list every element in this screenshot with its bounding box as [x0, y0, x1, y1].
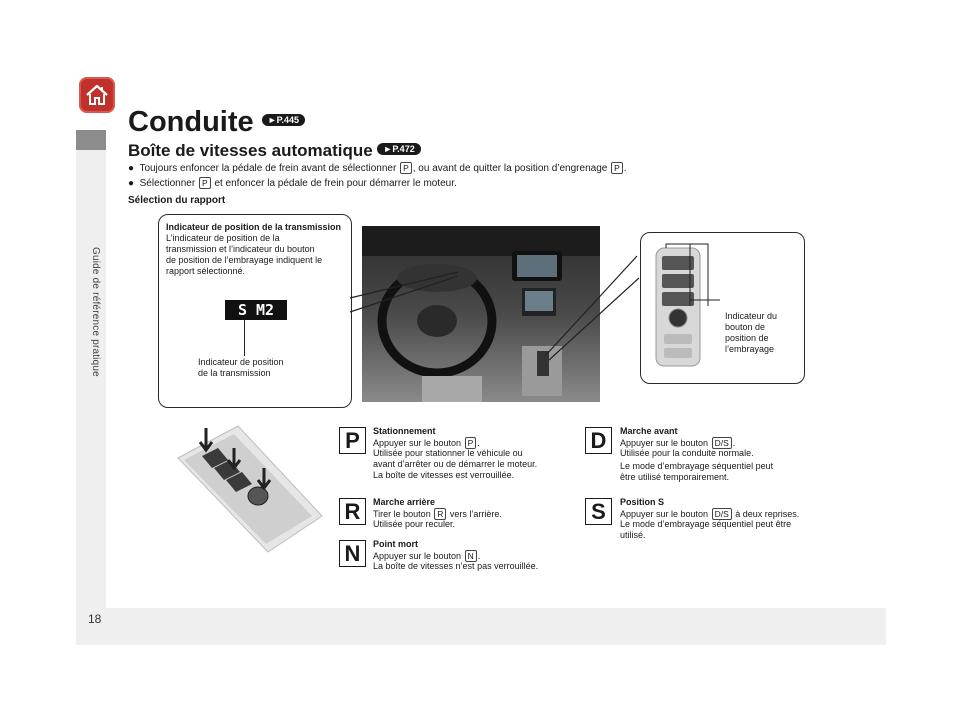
gear-text: Appuyer sur le bouton: [620, 509, 709, 519]
section-subtitle-text: Boîte de vitesses automatique: [128, 141, 373, 160]
key-symbol: P: [611, 162, 623, 174]
callout-connector-right: [535, 248, 645, 368]
page-title-text: Conduite: [128, 106, 254, 138]
callout-label: de la transmission: [198, 368, 271, 378]
gear-line: utilisé.: [620, 530, 646, 540]
bullet-text: Toujours enfoncer la pédale de frein avant de sélectionner: [139, 163, 397, 174]
bullet-text: et enfoncer la pédale de frein pour démarrer le moteur.: [214, 178, 457, 189]
callout-line: L’indicateur de position de la: [166, 233, 280, 243]
gear-title: Point mort: [373, 539, 418, 549]
bullet-item: [128, 177, 457, 189]
callout-title: Indicateur de position de la transmission: [166, 222, 342, 232]
sidebar-tab: [76, 130, 106, 150]
callout-label: l’embrayage: [725, 344, 775, 354]
gear-line: être utilisé temporairement.: [620, 472, 730, 482]
gear-line: La boîte de vitesses est verrouillée.: [373, 470, 515, 480]
bullet-text: .: [623, 163, 627, 174]
home-button[interactable]: [79, 77, 115, 113]
home-icon: [79, 77, 115, 113]
gear-text: à deux reprises.: [735, 509, 800, 519]
gear-line: avant d’arrêter ou de démarrer le moteur.: [373, 459, 538, 469]
gear-letter-r: R: [339, 498, 366, 525]
callout-label: Indicateur du: [725, 311, 778, 321]
key-symbol: D/S: [712, 437, 732, 449]
bullet-text: , ou avant de quitter la position d’engrenage: [412, 163, 608, 174]
title-page-ref-text: P.445: [276, 115, 299, 126]
shifter-illustration: [172, 418, 332, 558]
bullet-text: Sélectionner: [139, 178, 196, 189]
key-symbol: P: [465, 437, 477, 449]
gear-text: .: [732, 438, 736, 448]
gear-title: Marche arrière: [373, 497, 436, 507]
gear-letter-n: N: [339, 540, 366, 567]
page-title: [128, 106, 305, 139]
gear-title: Stationnement: [373, 426, 436, 436]
callout-label: Indicateur de position: [198, 357, 284, 367]
key-symbol: N: [465, 550, 477, 562]
sidebar-label: Guide de référence pratique: [90, 247, 101, 377]
subtitle-page-ref-link[interactable]: ►P.472: [377, 143, 420, 155]
callout-line: transmission et l’indicateur du bouton: [166, 244, 315, 254]
callout-connector-left: [340, 262, 470, 322]
gear-text: Appuyer sur le bouton: [373, 551, 462, 561]
section-subtitle: [128, 141, 421, 161]
title-page-ref-link[interactable]: ►P.445: [262, 114, 305, 126]
gear-line: Utilisée pour reculer.: [373, 519, 456, 529]
gear-text: Tirer le bouton: [373, 509, 431, 519]
gear-display: S M2: [225, 300, 287, 320]
gear-title: Marche avant: [620, 426, 678, 436]
callout-label: bouton de: [725, 322, 766, 332]
gear-text: .: [477, 551, 481, 561]
gear-letter-d: D: [585, 427, 612, 454]
gear-letter-p: P: [339, 427, 366, 454]
gear-text: Appuyer sur le bouton: [620, 438, 709, 448]
gear-title: Position S: [620, 497, 665, 507]
bullet-item: [128, 162, 627, 174]
gear-text: vers l’arrière.: [449, 509, 502, 519]
page-number: 18: [88, 612, 102, 626]
bullet-dot: ●: [128, 163, 135, 174]
key-symbol: R: [434, 508, 446, 520]
gear-text: Appuyer sur le bouton: [373, 438, 462, 448]
gear-line: Utilisée pour stationner le véhicule ou: [373, 448, 523, 458]
gear-line: Le mode d’embrayage séquentiel peut: [620, 461, 774, 471]
gear-letter-s: S: [585, 498, 612, 525]
callout-line: de position de l’embrayage indiquent le: [166, 255, 323, 265]
section-heading: Sélection du rapport: [128, 195, 226, 206]
key-symbol: P: [199, 177, 211, 189]
gear-line: Utilisée pour la conduite normale.: [620, 448, 754, 458]
callout-label: position de: [725, 333, 769, 343]
subtitle-page-ref-text: P.472: [392, 143, 415, 154]
gear-line: La boîte de vitesses n’est pas verrouillée.: [373, 561, 539, 571]
indicator-bracket: [660, 240, 720, 310]
key-symbol: D/S: [712, 508, 732, 520]
callout-line: rapport sélectionné.: [166, 266, 246, 276]
gear-line: Le mode d’embrayage séquentiel peut être: [620, 519, 792, 529]
bullet-dot: ●: [128, 178, 135, 189]
key-symbol: P: [400, 162, 412, 174]
gear-text: .: [477, 438, 480, 448]
leader-line: [244, 320, 245, 356]
